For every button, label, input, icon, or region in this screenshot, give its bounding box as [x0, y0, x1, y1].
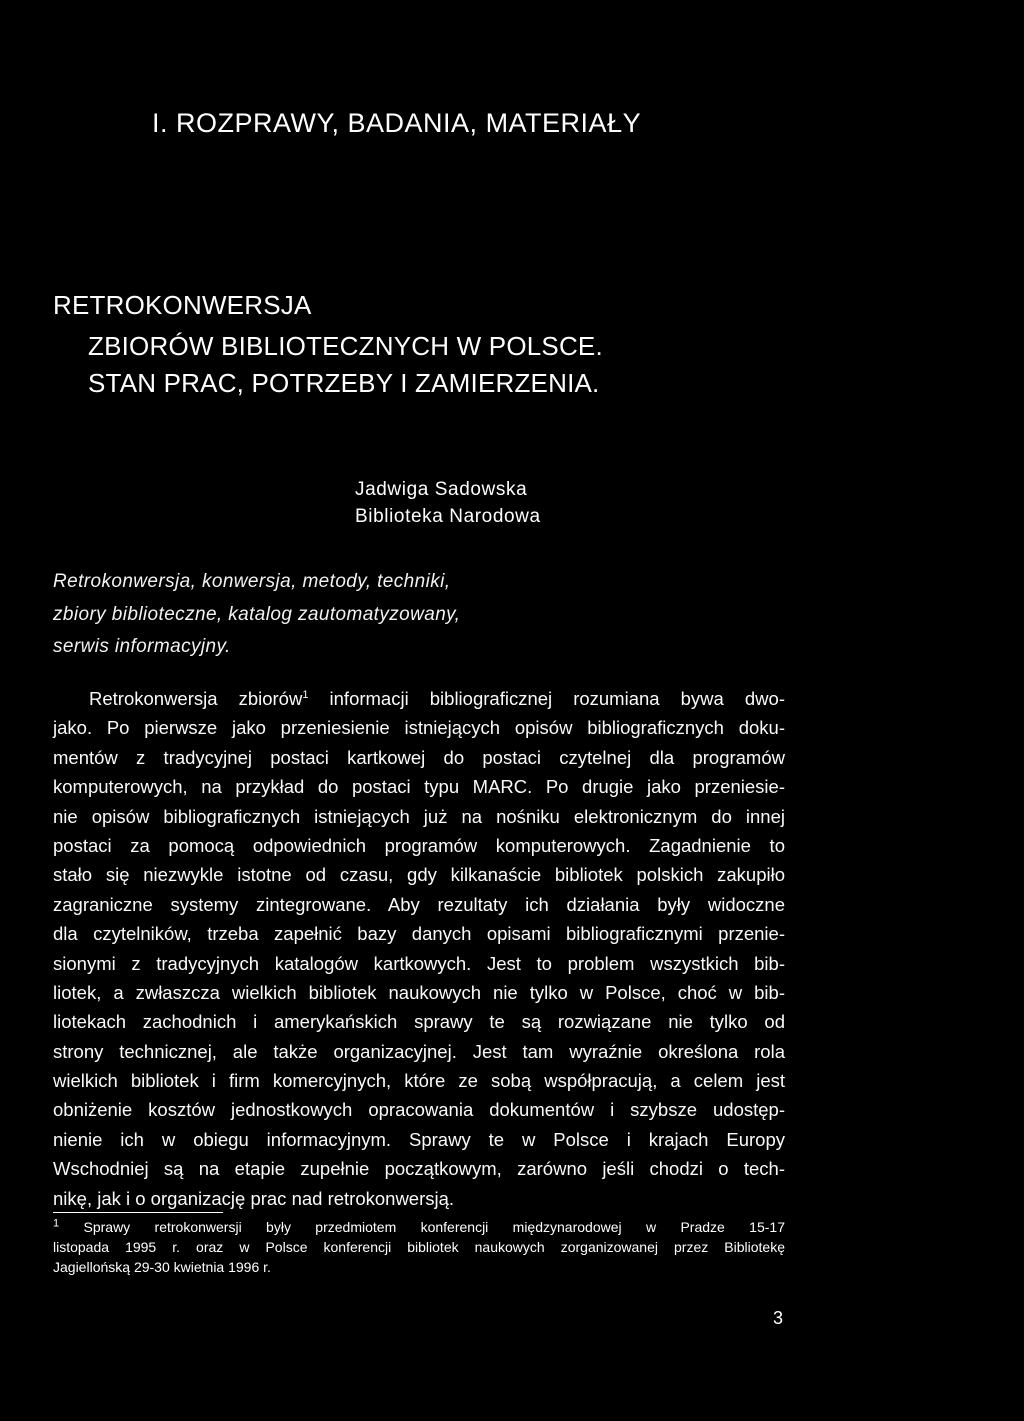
body-paragraph	[53, 684, 785, 1213]
section-heading: I. ROZPRAWY, BADANIA, MATERIAŁY	[152, 108, 642, 138]
keywords-line: serwis informacyjny.	[53, 636, 231, 657]
body-line: komputerowych, na przykład do postaci typu MARC. Po drugie jako przeniesie-	[53, 776, 785, 798]
footnote-reference: 1	[302, 688, 309, 701]
body-line	[53, 684, 785, 713]
article-title-line-1: RETROKONWERSJA	[53, 290, 312, 320]
footnote-line: Jagiellońską 29-30 kwietnia 1996 r.	[53, 1259, 271, 1275]
footnote-separator	[53, 1212, 223, 1213]
body-line: dla czytelników, trzeba zapełnić bazy danych opisami bibliograficznymi przenie-	[53, 923, 785, 945]
body-line: wielkich bibliotek i firm komercyjnych, które ze sobą współpracują, a celem jest	[53, 1070, 785, 1092]
body-line: jako. Po pierwsze jako przeniesienie istniejących opisów bibliograficznych doku-	[53, 717, 785, 739]
author-name: Jadwiga Sadowska	[355, 479, 528, 500]
body-line: nikę, jak i o organizację prac nad retrokonwersją.	[53, 1187, 455, 1209]
footnote	[53, 1217, 785, 1277]
footnote-line	[53, 1217, 785, 1237]
body-line: stało się niezwykle istotne od czasu, gdy kilkanaście bibliotek polskich zakupiło	[53, 864, 785, 886]
body-text-fragment: informacji bibliograficznej rozumiana bywa dwo-	[308, 688, 785, 709]
author-affiliation: Biblioteka Narodowa	[355, 506, 541, 527]
body-line: Wschodniej są na etapie zupełnie początkowym, zarówno jeśli chodzi o tech-	[53, 1158, 785, 1180]
footnote-text: Sprawy retrokonwersji były przedmiotem konferencji międzynarodowej w Pradze 15-17	[59, 1219, 785, 1235]
keywords-line: Retrokonwersja, konwersja, metody, techniki,	[53, 571, 451, 592]
page-number: 3	[773, 1308, 784, 1328]
keywords-line: zbiory biblioteczne, katalog zautomatyzowany,	[53, 604, 461, 625]
article-title-line-2: ZBIORÓW BIBLIOTECZNYCH W POLSCE.	[88, 331, 603, 361]
body-line: liotek, a zwłaszcza wielkich bibliotek naukowych nie tylko w Polsce, choć w bib-	[53, 981, 785, 1003]
body-text-fragment: Retrokonwersja zbiorów	[89, 688, 303, 709]
body-line: nienie ich w obiegu informacyjnym. Sprawy te w Polsce i krajach Europy	[53, 1128, 785, 1150]
footnote-line: listopada 1995 r. oraz w Polsce konferencji bibliotek naukowych zorganizowanej przez Bibliotekę	[53, 1239, 785, 1255]
body-line: mentów z tradycyjnej postaci kartkowej do postaci czytelnej dla programów	[53, 746, 785, 768]
footnote-marker: 1	[53, 1217, 60, 1230]
body-line: strony technicznej, ale także organizacyjnej. Jest tam wyraźnie określona rola	[53, 1040, 785, 1062]
body-line: postaci za pomocą odpowiednich programów komputerowych. Zagadnienie to	[53, 834, 785, 856]
body-line: nie opisów bibliograficznych istniejących już na nośniku elektronicznym do innej	[53, 805, 785, 827]
body-line: obniżenie kosztów jednostkowych opracowania dokumentów i szybsze udostęp-	[53, 1099, 785, 1121]
body-line: zagraniczne systemy zintegrowane. Aby rezultaty ich działania były widoczne	[53, 893, 785, 915]
body-line: liotekach zachodnich i amerykańskich sprawy te są rozwiązane nie tylko od	[53, 1011, 785, 1033]
article-title-line-3: STAN PRAC, POTRZEBY I ZAMIERZENIA.	[88, 368, 600, 398]
body-line: sionymi z tradycyjnych katalogów kartkowych. Jest to problem wszystkich bib-	[53, 952, 785, 974]
